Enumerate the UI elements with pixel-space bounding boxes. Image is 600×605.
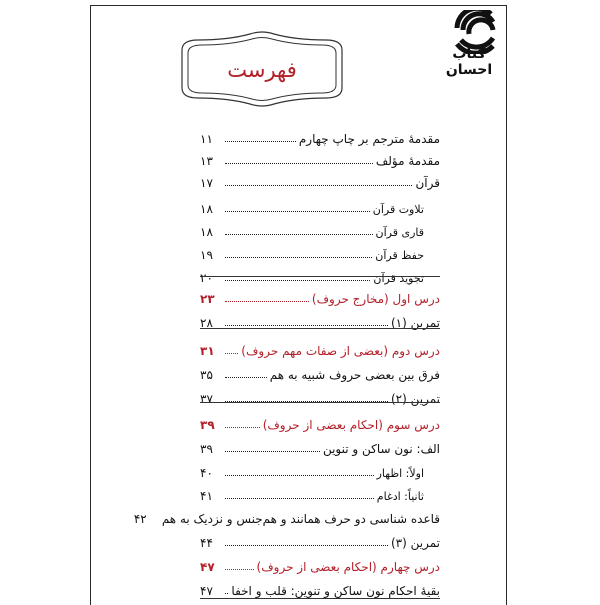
toc-section-row bbox=[200, 336, 440, 358]
toc-row bbox=[133, 504, 440, 526]
dot-leader bbox=[225, 257, 372, 258]
dot-leader bbox=[225, 301, 309, 302]
toc-entry-label: قاعده شناسی دو حرف همانند و هم‌جنس و نزدیک به هم bbox=[161, 512, 440, 526]
toc-entry-label: فرق بین بعضی حروف شبیه به هم bbox=[269, 368, 440, 382]
section-divider bbox=[200, 276, 440, 277]
toc-page-number: ۲۳ bbox=[200, 292, 215, 306]
toc-page-number: ۱۸ bbox=[200, 202, 213, 216]
toc-row bbox=[200, 240, 440, 262]
toc-entry-label: درس چهارم (احکام بعضی از حروف) bbox=[256, 560, 440, 574]
toc-page-number: ۱۳ bbox=[200, 154, 213, 168]
dot-leader bbox=[225, 377, 267, 378]
toc-row bbox=[200, 263, 440, 285]
toc-page-number: ۳۱ bbox=[200, 344, 215, 358]
dot-leader bbox=[225, 569, 254, 570]
toc-page-number: ۱۷ bbox=[200, 176, 213, 190]
toc-row bbox=[200, 360, 440, 382]
dot-leader bbox=[225, 211, 370, 212]
toc-row bbox=[200, 194, 440, 216]
toc-row bbox=[200, 217, 440, 239]
dot-leader bbox=[225, 280, 370, 281]
dot-leader bbox=[225, 593, 228, 594]
toc-page-number: ۱۸ bbox=[200, 225, 213, 239]
dot-leader bbox=[225, 545, 388, 546]
toc-entry-label: تمرین (۳) bbox=[390, 536, 440, 550]
toc-page-number: ۳۹ bbox=[200, 442, 213, 456]
toc-row bbox=[200, 434, 440, 456]
dot-leader bbox=[225, 234, 373, 235]
dot-leader bbox=[225, 451, 320, 452]
toc-row bbox=[200, 308, 440, 330]
toc-page-number: ۴۷ bbox=[200, 584, 213, 598]
section-divider bbox=[200, 328, 440, 329]
dot-leader bbox=[225, 427, 260, 428]
section-divider bbox=[200, 402, 440, 403]
toc-entry-label: حفظ قرآن bbox=[375, 249, 424, 262]
toc-row bbox=[200, 168, 440, 190]
toc-page-number: ۴۴ bbox=[200, 536, 213, 550]
toc-page-number: ۱۱ bbox=[200, 132, 213, 146]
toc-row bbox=[200, 458, 440, 480]
toc-entry-label: قاری قرآن bbox=[375, 226, 424, 239]
toc-entry-label: بقیهٔ احکام نون ساکن و تنوین: قلب و اخفا bbox=[231, 584, 440, 598]
toc-row bbox=[200, 528, 440, 550]
toc-entry-label: تمرین (۲) bbox=[390, 392, 440, 406]
toc-page-number: ۲۸ bbox=[200, 316, 213, 330]
toc-entry-label: قرآن bbox=[415, 176, 440, 190]
toc-page-number: ۱۹ bbox=[200, 248, 213, 262]
dot-leader bbox=[225, 353, 238, 354]
logo-text-line1: کتاب bbox=[452, 46, 486, 62]
toc-entry-label: مقدمهٔ مؤلف bbox=[375, 154, 440, 168]
toc-entry-label: مقدمهٔ مترجم بر چاپ چهارم bbox=[298, 132, 440, 146]
toc-section-row bbox=[200, 410, 440, 432]
toc-page-number: ۳۵ bbox=[200, 368, 213, 382]
toc-row bbox=[200, 576, 440, 598]
toc-entry-label: درس اول (مخارج حروف) bbox=[311, 292, 440, 306]
toc-entry-label: تمرین (۱) bbox=[390, 316, 440, 330]
toc-page-number: ۴۷ bbox=[200, 560, 215, 574]
toc-entry-label: الف: نون ساکن و تنوین bbox=[322, 442, 440, 456]
logo-text-line2: احسان bbox=[445, 62, 493, 78]
page-title: فهرست bbox=[227, 58, 297, 82]
title-frame bbox=[168, 30, 356, 108]
toc-entry-label: درس سوم (احکام بعضی از حروف) bbox=[262, 418, 440, 432]
dot-leader bbox=[225, 325, 388, 326]
toc-entry-label: ثانیاً: ادغام bbox=[376, 490, 424, 503]
toc-page-number: ۴۰ bbox=[200, 466, 213, 480]
toc-page-number: ۴۱ bbox=[200, 489, 213, 503]
toc-entry-label: تجوید قرآن bbox=[373, 272, 424, 285]
toc-page-number: ۳۷ bbox=[200, 392, 213, 406]
dot-leader bbox=[225, 141, 296, 142]
dot-leader bbox=[225, 185, 412, 186]
toc-row bbox=[200, 124, 440, 146]
toc-page-number: ۳۹ bbox=[200, 418, 215, 432]
toc-entry-label: اولاً: اظهار bbox=[376, 467, 424, 480]
section-divider bbox=[200, 598, 440, 599]
toc-section-row bbox=[200, 284, 440, 306]
dot-leader bbox=[225, 498, 374, 499]
toc-page-number: ۲۰ bbox=[200, 271, 213, 285]
toc-entry-label: تلاوت قرآن bbox=[372, 203, 424, 216]
toc-page-number: ۴۲ bbox=[133, 512, 147, 526]
toc-entry-label: درس دوم (بعضی از صفات مهم حروف) bbox=[241, 344, 440, 358]
dot-leader bbox=[225, 163, 373, 164]
toc-row bbox=[200, 146, 440, 168]
dot-leader bbox=[225, 475, 374, 476]
toc-row bbox=[200, 481, 440, 503]
toc-section-row bbox=[200, 552, 440, 574]
